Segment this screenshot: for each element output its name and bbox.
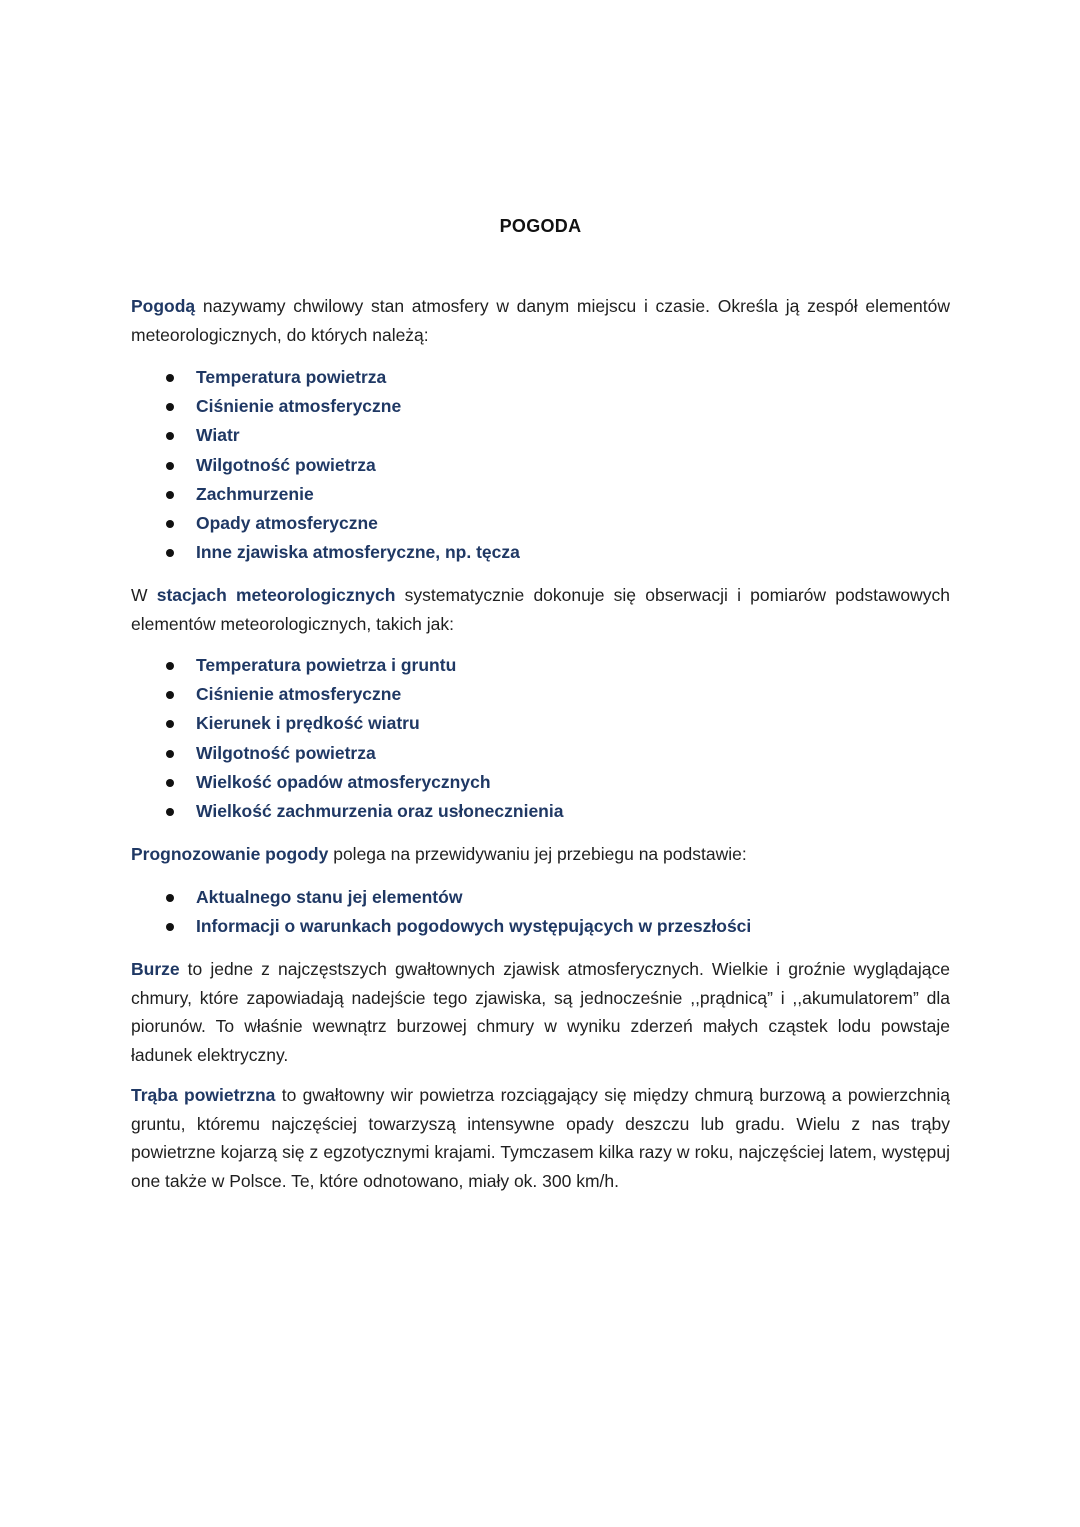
bullet-icon [166, 403, 174, 411]
list-measured-elements [131, 651, 563, 826]
bullet-icon [166, 808, 174, 816]
bullet-icon [166, 720, 174, 728]
bullet-icon [166, 894, 174, 902]
bullet-icon [166, 374, 174, 382]
paragraph-stations: W stacjach meteorologicznych systematycznie dokonuje się obserwacji i pomiarów podstawowych elementów meteorologicznych, takich jak: [131, 585, 950, 634]
bullet-icon [166, 662, 174, 670]
list-item: Temperatura powietrza i gruntu [131, 651, 563, 680]
keyword-stacje: stacjach meteorologicznych [156, 585, 396, 605]
bullet-icon [166, 491, 174, 499]
list-item: Wilgotność powietrza [131, 451, 520, 480]
list-item: Informacji o warunkach pogodowych występujących w przeszłości [131, 912, 751, 941]
list-item: Ciśnienie atmosferyczne [131, 680, 563, 709]
list-item: Inne zjawiska atmosferyczne, np. tęcza [131, 538, 520, 567]
list-item: Wielkość zachmurzenia oraz usłonecznienia [131, 797, 563, 826]
paragraph-text: to gwałtowny wir powietrza rozciągający się między chmurą burzową a powierzchnią gruntu, któremu najczęściej towarzyszą intensywne opady deszczu lub gradu. Wielu z nas trąby powietrzne kojarzą się z egzotycznymi krajami. Tymczasem kilka razy w roku, najczęściej latem, występuj one także w Polsce. Te, które odnotowano, miały ok. 300 km/h. [131, 1085, 950, 1191]
bullet-icon [166, 923, 174, 931]
keyword-prognozowanie: Prognozowanie pogody [131, 844, 329, 864]
keyword-burze: Burze [131, 959, 180, 979]
paragraph-forecasting [131, 840, 950, 869]
list-item: Wilgotność powietrza [131, 739, 563, 768]
list-item: Zachmurzenie [131, 480, 520, 509]
paragraph-storms [131, 955, 950, 1069]
list-item: Opady atmosferyczne [131, 509, 520, 538]
bullet-icon [166, 462, 174, 470]
list-item: Temperatura powietrza [131, 363, 520, 392]
page-title: POGODA [499, 216, 582, 236]
bullet-icon [166, 691, 174, 699]
bullet-icon [166, 549, 174, 557]
list-item: Kierunek i prędkość wiatru [131, 709, 563, 738]
list-item: Aktualnego stanu jej elementów [131, 883, 751, 912]
list-item: Wielkość opadów atmosferycznych [131, 768, 563, 797]
paragraph-text: nazywamy chwilowy stan atmosfery w danym miejscu i czasie. Określa ją zespół elementów meteorologicznych, do których należą: [131, 296, 950, 345]
list-weather-elements [131, 363, 520, 567]
keyword-pogoda: Pogodą [131, 296, 196, 316]
list-item: Ciśnienie atmosferyczne [131, 392, 520, 421]
bullet-icon [166, 750, 174, 758]
list-forecast-basis [131, 883, 751, 941]
paragraph-text: polega na przewidywaniu jej przebiegu na podstawie: [328, 844, 747, 864]
paragraph-weather-definition [131, 292, 950, 349]
paragraph-text: systematycznie dokonuje się obserwacji i pomiarów podstawowych elementów meteorologicznych, takich jak: [131, 585, 950, 634]
paragraph-tornado [131, 1081, 950, 1195]
bullet-icon [166, 779, 174, 787]
list-item: Wiatr [131, 421, 520, 450]
paragraph-text: to jedne z najczęstszych gwałtownych zjawisk atmosferycznych. Wielkie i groźnie wyglądające chmury, które zapowiadają nadejście tego zjawiska, są jednocześnie ,,prądnicą” i ,,akumulatorem” dla piorunów. To właśnie wewnątrz burzowej chmury w wyniku zderzeń małych cząstek lodu powstaje ładunek elektryczny. [131, 959, 950, 1065]
keyword-traba-powietrzna: Trąba powietrzna [131, 1085, 276, 1105]
bullet-icon [166, 432, 174, 440]
bullet-icon [166, 520, 174, 528]
